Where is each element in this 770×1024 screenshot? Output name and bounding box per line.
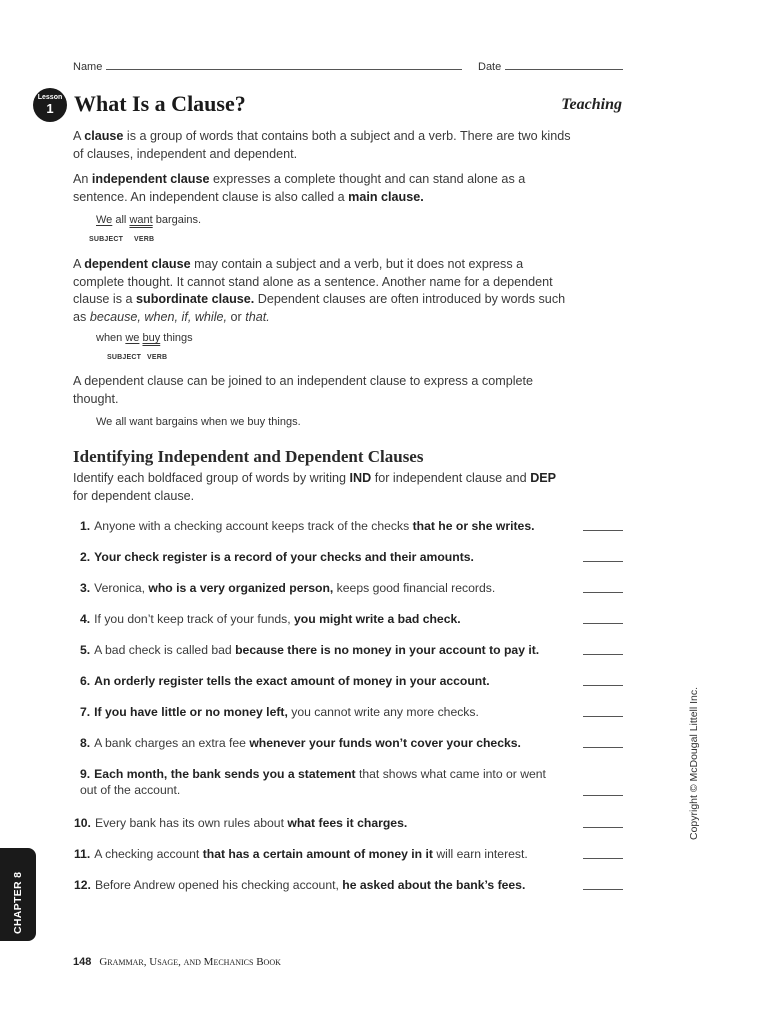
exercise-item-number: 4. [80, 612, 91, 626]
exercise-item-text: A bad check is called bad [94, 643, 236, 657]
example-independent-clause: We all want bargains. [96, 214, 201, 226]
answer-blank[interactable] [583, 827, 623, 828]
exercise-item-text: you cannot write any more checks. [287, 705, 479, 719]
exercise-item [80, 673, 580, 689]
exercise-item [80, 735, 580, 751]
exercise-item [74, 846, 574, 862]
exercise-item-number: 11. [74, 847, 91, 861]
answer-blank[interactable] [583, 561, 623, 562]
exercise-item-text: Every bank has its own rules about [94, 816, 288, 830]
paragraph-independent-clause: An independent clause expresses a complete thought and can stand alone as a sentence. An independent clause is also called a main clause. [73, 172, 526, 204]
example-subject: We [96, 214, 113, 226]
date-field-line[interactable] [505, 69, 623, 70]
example-dependent-clause: when we buy things [96, 332, 193, 344]
lesson-badge-label: Lesson [37, 94, 63, 101]
answer-blank[interactable] [583, 858, 623, 859]
term-dependent-clause: dependent clause [84, 257, 191, 271]
exercise-item-number: 5. [80, 643, 91, 657]
answer-blank[interactable] [583, 747, 623, 748]
exercise-item [74, 815, 574, 831]
answer-blank[interactable] [583, 654, 623, 655]
exercise-item-number: 3. [80, 581, 91, 595]
example-verb: want [129, 214, 153, 226]
lesson-badge-number: 1 [46, 101, 54, 116]
exercise-item-text: A checking account [94, 847, 203, 861]
exercise-item-number: 1. [80, 519, 91, 533]
answer-blank[interactable] [583, 685, 623, 686]
exercise-item-boldface: he asked about the bank’s fees. [342, 878, 526, 892]
example-complex-sentence: We all want bargains when we buy things. [96, 416, 301, 428]
exercise-item-number: 6. [80, 674, 91, 688]
term-clause: clause [84, 129, 124, 143]
exercise-item-text: keeps good financial records. [333, 581, 496, 595]
section-tag: Teaching [561, 96, 622, 113]
exercise-item-boldface: you might write a bad check. [294, 612, 461, 626]
exercise-item-text: A bank charges an extra fee [94, 736, 250, 750]
verb-tag: VERB [147, 354, 168, 361]
exercise-item-boldface: because there is no money in your account to pay it. [235, 643, 540, 657]
lesson-badge [33, 88, 67, 122]
exercise-item [80, 642, 580, 658]
example-subject: we [125, 332, 140, 344]
exercise-item-boldface: If you have little or no money left, [94, 705, 288, 719]
exercise-item-boldface: whenever your funds won’t cover your checks. [249, 736, 521, 750]
exercise-item-text: will earn interest. [432, 847, 528, 861]
exercise-item-text: If you don’t keep track of your funds, [94, 612, 295, 626]
exercise-item [80, 580, 580, 596]
example-verb: buy [142, 332, 161, 344]
exercise-item [80, 611, 580, 627]
term-main-clause: main clause. [348, 189, 424, 204]
answer-blank[interactable] [583, 592, 623, 593]
exercise-item-number: 8. [80, 736, 91, 750]
subject-tag: SUBJECT [107, 354, 142, 361]
name-label: Name [73, 61, 103, 73]
exercise-item-number: 10. [74, 816, 91, 830]
exercise-item-number: 9. [80, 767, 91, 781]
copyright-notice: Copyright © McDougal Littell Inc. [688, 686, 700, 840]
answer-blank[interactable] [583, 795, 623, 796]
page-footer [73, 956, 281, 968]
exercise-item-number: 7. [80, 705, 91, 719]
exercise-item [80, 518, 580, 534]
exercise-item-boldface: that has a certain amount of money in it [202, 847, 433, 861]
answer-blank[interactable] [583, 716, 623, 717]
exercise-item-text: Veronica, [94, 581, 149, 595]
page-title: What Is a Clause? [74, 91, 246, 116]
term-independent-clause: independent clause [91, 172, 210, 186]
paragraph-dependent-clause: A dependent clause may contain a subject and a verb, but it does not express a complete thought. It cannot stand alone as a sentence. Another name for a dependent clause is a subordinate clause. Dependent clauses are often introduced by words such as because, when, if, while, or that. [73, 257, 566, 324]
exercise-item-boldface: Each month, the bank sends you a statement [94, 767, 356, 781]
verb-tag: VERB [134, 236, 155, 243]
paragraph-joined-clauses: A dependent clause can be joined to an independent clause to express a complete thought. [73, 374, 534, 406]
exercise-item [74, 877, 574, 893]
name-field-line[interactable] [106, 69, 462, 70]
book-title: Grammar, Usage, and Mechanics Book [99, 956, 281, 968]
exercise-heading: Identifying Independent and Dependent Clauses [73, 447, 424, 466]
exercise-item-text: Before Andrew opened his checking account, [94, 878, 343, 892]
exercise-item-boldface: who is a very organized person, [148, 581, 334, 595]
exercise-item-boldface: An orderly register tells the exact amount of money in your account. [94, 674, 490, 688]
exercise-item [80, 704, 580, 720]
exercise-item-boldface: what fees it charges. [287, 816, 408, 830]
subject-tag: SUBJECT [89, 236, 124, 243]
answer-blank[interactable] [583, 623, 623, 624]
answer-blank[interactable] [583, 530, 623, 531]
chapter-tab [0, 848, 36, 941]
exercise-item-text: Anyone with a checking account keeps track of the checks [94, 519, 413, 533]
exercise-item-number: 2. [80, 550, 91, 564]
exercise-item-boldface: that he or she writes. [412, 519, 535, 533]
exercise-instructions: Identify each boldfaced group of words by writing IND for independent clause and DEP for dependent clause. [73, 471, 557, 503]
chapter-tab-label: CHAPTER 8 [12, 871, 24, 934]
exercise-item-text: that shows what came into or went out of the account. [80, 767, 546, 797]
paragraph-clause-definition: A clause is a group of words that contains both a subject and a verb. There are two kinds of clauses, independent and dependent. [73, 129, 571, 161]
answer-blank[interactable] [583, 889, 623, 890]
exercise-item [80, 766, 550, 798]
exercise-item-number: 12. [74, 878, 91, 892]
date-label: Date [478, 61, 502, 73]
page-number: 148 [73, 956, 92, 968]
exercise-item-boldface: Your check register is a record of your checks and their amounts. [94, 550, 474, 564]
exercise-item [80, 549, 580, 565]
term-subordinate-clause: subordinate clause. [136, 292, 255, 306]
